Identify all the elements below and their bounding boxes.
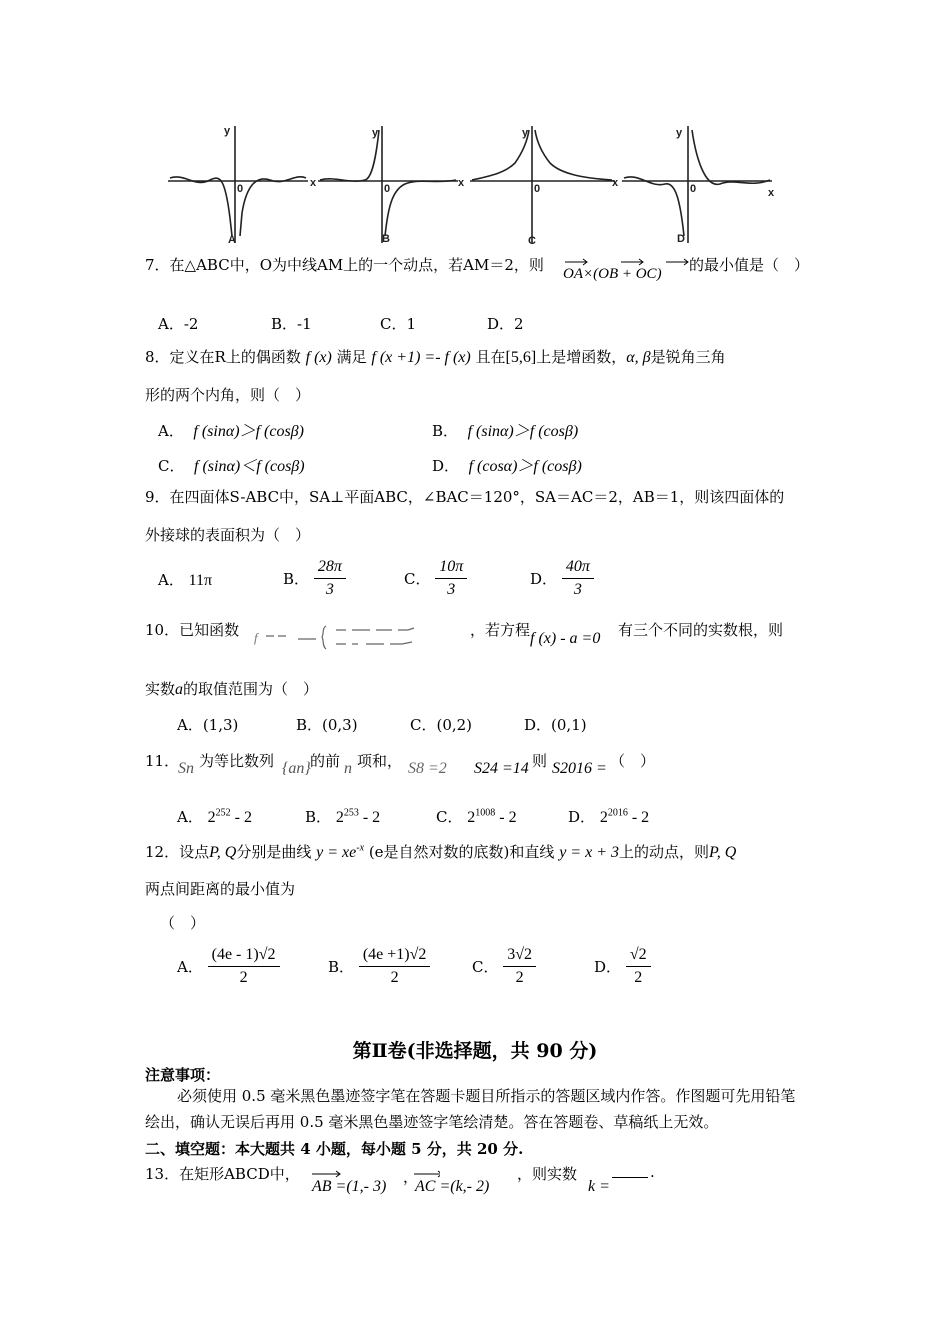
q13-ac: AC =(k,- 2) — [415, 1178, 490, 1195]
q11-paren: （ ） — [610, 752, 656, 770]
q11-text2: 的前 — [310, 752, 341, 770]
q9-option-b: B． $\frac{28\pi}{3}$ — [283, 558, 346, 599]
q7-option-b: B．-1 — [271, 315, 312, 333]
graph-a-origin: 0 — [237, 183, 244, 195]
graph-a-y-label: y — [224, 125, 231, 137]
q8-option-c: C． f (sinα)＜f (cosβ) — [158, 457, 305, 475]
q11-text4: 则 — [532, 752, 548, 770]
graph-c — [470, 126, 615, 243]
q11-text3: 项和， — [357, 752, 403, 770]
fill-section-title: 二、填空题：本大题共 4 小题，每小题 5 分，共 20 分. — [145, 1140, 524, 1158]
q12-option-d: D． $\frac{√2}{2}$ — [594, 946, 651, 987]
q11-s2016: S2016 = — [552, 760, 607, 777]
q7-option-c: C．1 — [380, 315, 417, 333]
q8-option-a: A． f (sinα)＞f (cosβ) — [158, 422, 304, 440]
q13-stem-b: ，则实数 — [517, 1165, 578, 1183]
q12-option-c: C． $\frac{3√2}{2}$ — [472, 946, 536, 987]
q7-option-d: D．2 — [487, 315, 524, 333]
svg-text:f: f — [254, 630, 258, 645]
q10-equation: f (x) - a =0 — [530, 630, 601, 647]
q11-option-c: C． $2^{1008} - 2$ — [436, 807, 517, 826]
q13-stem: 13．在矩形ABCD中， — [145, 1165, 300, 1183]
part2-title: 第Ⅱ卷(非选择题，共 90 分) — [352, 1040, 598, 1062]
graph-a-label: A — [228, 234, 236, 246]
graph-b-label: B — [382, 233, 390, 245]
graph-d-label: D — [677, 233, 685, 245]
graph-b-origin: 0 — [384, 183, 391, 195]
q11-s24: S24 =14 — [474, 760, 529, 777]
q10-option-a: A．(1,3) — [177, 716, 239, 734]
q12-option-a: A． $\frac{(4e - 1)√2}{2}$ — [177, 946, 280, 987]
q11-sn: Sn — [178, 760, 194, 777]
q11-n: n — [344, 760, 352, 777]
notice-body: 必须使用 0.5 毫米黑色墨迹签字笔在答题卡题目所指示的答题区域内作答。作图题可先用铅笔绘出，确认无误后再用 0.5 毫米黑色墨迹签字笔绘清楚。答在答题卷、草稿纸上无效。 — [145, 1087, 796, 1131]
q12-line1: 12．设点P, Q分别是曲线 $y = xe^{-x}$ (e是自然对数的底数)和直线 y = x + 3上的动点，则P, Q — [145, 842, 737, 861]
q11-number: 11． — [145, 752, 180, 770]
q11-text1: 为等比数列 — [199, 752, 275, 770]
q8-line2: 形的两个内角，则（ ） — [145, 386, 311, 404]
q12-paren: （ ） — [160, 914, 206, 932]
q7-stem: 7．在△ABC中，O为中线AM上的一个动点，若AM＝2，则 — [145, 256, 544, 274]
q10-stem-c: 有三个不同的实数根，则 — [618, 621, 784, 639]
graph-c-label: C — [528, 235, 536, 247]
q11-option-a: A． $2^{252} - 2$ — [177, 807, 252, 826]
q11-option-d: D． $2^{2016} - 2$ — [568, 807, 650, 826]
graph-a-x-label: x — [310, 177, 317, 189]
q13-end: . — [650, 1163, 655, 1181]
q7-option-a: A．-2 — [158, 315, 199, 333]
q9-line1: 9．在四面体S-ABC中，SA⊥平面ABC，∠BAC＝120°，SA＝AC＝2，AB＝1，则该四面体的 — [145, 488, 785, 506]
q10-line2: 实数a的取值范围为（ ） — [145, 680, 319, 698]
graph-d-y-label: y — [676, 127, 683, 139]
graph-d-x-label: x — [768, 187, 775, 199]
q7-vector-arrows — [563, 250, 693, 266]
graph-c-origin: 0 — [534, 183, 541, 195]
q10-option-c: C．(0,2) — [410, 716, 473, 734]
q12-line2: 两点间距离的最小值为 — [145, 880, 296, 898]
q12-option-b: B． $\frac{(4e +1)√2}{2}$ — [328, 946, 430, 987]
q11-an: {an} — [282, 760, 311, 777]
function-graphs — [160, 118, 780, 248]
graph-c-y-label: y — [522, 127, 529, 139]
q9-option-c: C． $\frac{10\pi}{3}$ — [404, 558, 467, 599]
q7-vector-expr: OA×(OB + OC) — [563, 266, 662, 282]
q11-s8: S8 =2 — [408, 760, 447, 777]
q13-answer-blank[interactable] — [612, 1176, 648, 1178]
q13-k: k = — [588, 1178, 610, 1195]
graph-c-x-label: x — [612, 177, 619, 189]
q10-stem-b: ，若方程 — [470, 621, 531, 639]
q10-stem-a: 10．已知函数 — [145, 621, 240, 639]
q13-comma: ， — [403, 1168, 419, 1186]
graph-d-origin: 0 — [690, 183, 697, 195]
q9-option-d: D． $\frac{40\pi}{3}$ — [530, 558, 594, 599]
q10-option-d: D．(0,1) — [524, 716, 587, 734]
q9-line2: 外接球的表面积为（ ） — [145, 526, 311, 544]
q10-option-b: B．(0,3) — [296, 716, 358, 734]
q10-piecewise-function-image — [252, 622, 464, 652]
q8-option-d: D． f (cosα)＞f (cosβ) — [432, 457, 582, 475]
graph-b-y-label: y — [372, 127, 379, 139]
q11-option-b: B． $2^{253} - 2$ — [305, 807, 381, 826]
q7-tail: 的最小值是（ ） — [689, 256, 810, 274]
q9-option-a: A． 11π — [158, 571, 213, 589]
notice-title: 注意事项： — [145, 1066, 221, 1084]
graph-d — [622, 126, 772, 243]
q8-option-b: B． f (sinα)＞f (cosβ) — [432, 422, 579, 440]
q13-ab: AB =(1,- 3) — [312, 1178, 387, 1195]
q8-line1: 8．定义在R上的偶函数 f (x) 满足 f (x +1) =- f (x) 且在[5,6]上是增函数，α, β是锐角三角 — [145, 348, 726, 366]
graph-b-x-label: x — [458, 177, 465, 189]
